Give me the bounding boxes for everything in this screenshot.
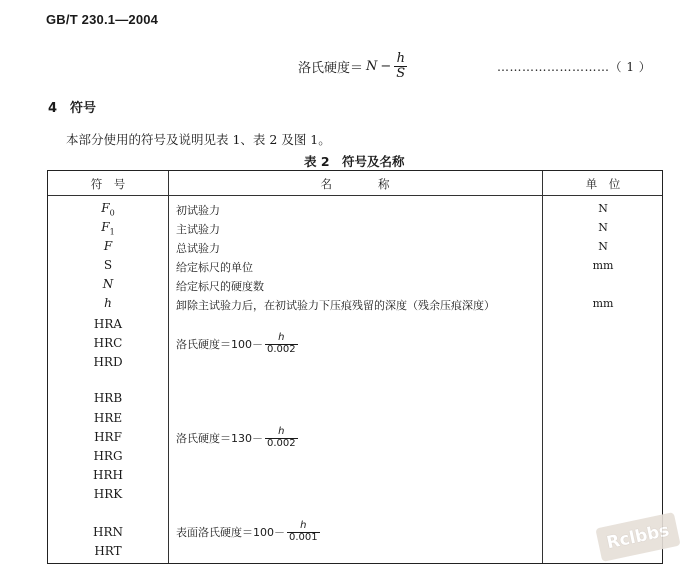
group-formula-text: 表面洛氏硬度＝100－ <box>176 526 285 539</box>
rockwell-formula <box>298 52 407 80</box>
symbol-cell: HRH <box>93 468 123 482</box>
standard-number: GB/T 230.1—2004 <box>46 12 159 27</box>
fraction-denominator: 0.002 <box>267 437 296 449</box>
group-formula <box>176 521 320 543</box>
group-formula <box>176 333 298 355</box>
header-symbol: 符 号 <box>90 177 126 191</box>
unit-cell: N <box>598 240 608 253</box>
symbol-cell: h <box>104 296 112 310</box>
formula-denominator: S <box>396 65 406 81</box>
unit-cell: mm <box>592 259 614 272</box>
group-formula-fraction <box>287 521 320 543</box>
column-divider <box>168 171 169 563</box>
group-formula <box>176 427 298 449</box>
formula-lhs: 洛氏硬度＝ <box>298 60 364 76</box>
symbol-cell: HRD <box>93 355 123 369</box>
table-caption: 表 2 符号及名称 <box>304 154 405 169</box>
symbols-table <box>47 170 663 564</box>
name-cell: 初试验力 <box>176 204 220 217</box>
name-cell: 给定标尺的硬度数 <box>176 280 264 293</box>
symbol-cell: HRF <box>94 430 122 444</box>
fraction-denominator: 0.001 <box>289 531 318 543</box>
symbol-cell: HRN <box>93 525 123 539</box>
symbol-cell: S <box>103 258 113 272</box>
group-formula-text: 洛氏硬度＝130－ <box>176 432 263 445</box>
header-rule <box>48 195 662 196</box>
name-cell: 给定标尺的单位 <box>176 261 253 274</box>
symbol-cell: HRE <box>93 411 123 425</box>
name-cell: 卸除主试验力后，在初试验力下压痕残留的深度（残余压痕深度） <box>176 299 495 312</box>
formula-fraction <box>394 52 407 80</box>
fraction-numerator: h <box>278 332 285 343</box>
symbol-cell: HRB <box>93 391 123 405</box>
symbol-cell: HRC <box>93 336 123 350</box>
intro-paragraph: 本部分使用的符号及说明见表 1、表 2 及图 1。 <box>66 132 331 147</box>
unit-cell: N <box>598 202 608 215</box>
fraction-numerator: h <box>300 520 307 531</box>
group-formula-fraction <box>265 333 298 355</box>
symbol-cell: HRG <box>93 449 123 463</box>
symbol-cell: F <box>103 239 113 253</box>
fraction-numerator: h <box>278 426 285 437</box>
unit-cell: mm <box>592 297 614 310</box>
name-cell: 总试验力 <box>176 242 220 255</box>
unit-cell: N <box>598 221 608 234</box>
symbol-cell: HRK <box>93 487 123 501</box>
symbol-cell: HRT <box>94 544 122 558</box>
symbol-cell: N <box>102 277 114 291</box>
name-cell: 主试验力 <box>176 223 220 236</box>
fraction-denominator: 0.002 <box>267 343 296 355</box>
watermark-logo: Rclbbs <box>595 512 680 562</box>
group-formula-fraction <box>265 427 298 449</box>
header-unit: 单 位 <box>585 177 621 191</box>
formula-minus: − <box>380 58 392 74</box>
formula-n: N <box>366 58 378 74</box>
equation-number: ………………………（ 1 ） <box>497 60 652 74</box>
symbol-cell: $F_0$ <box>101 201 115 218</box>
header-name: 名 称 <box>320 177 390 191</box>
section-heading: 4 符号 <box>48 101 97 116</box>
symbol-cell: $F_1$ <box>101 220 115 237</box>
formula-numerator: h <box>396 51 405 66</box>
symbol-cell: HRA <box>93 317 123 331</box>
group-formula-text: 洛氏硬度＝100－ <box>176 338 263 351</box>
